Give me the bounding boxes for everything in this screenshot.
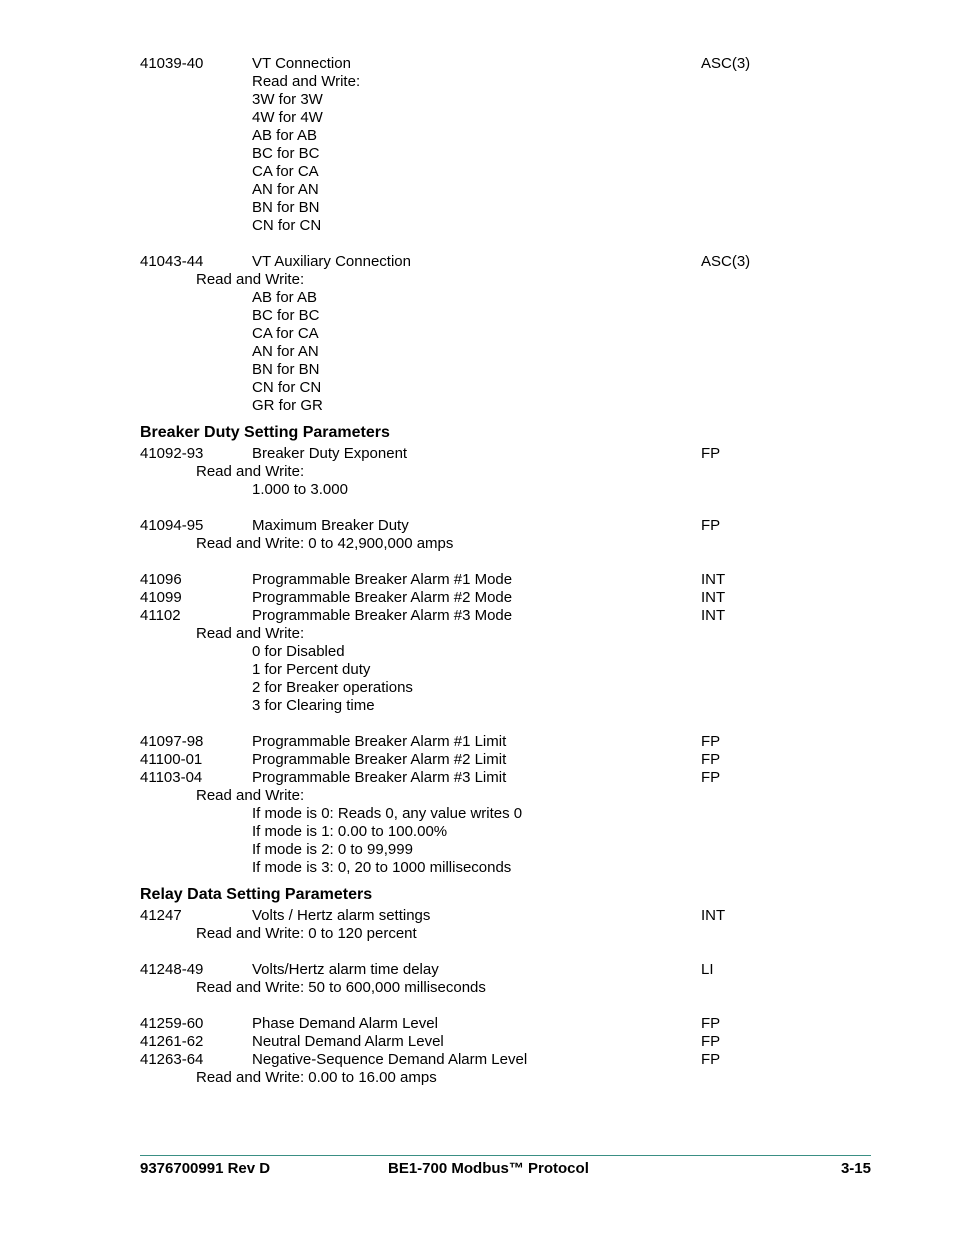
register-description: BC for BC [252, 307, 320, 324]
register-group [0, 445, 954, 499]
register-description: AB for AB [252, 289, 318, 306]
register-line [0, 787, 954, 805]
register-description: VT Connection [252, 55, 351, 72]
register-description: Volts / Hertz alarm settings [252, 907, 431, 924]
register-line [0, 769, 954, 787]
page-number: 3-15 [840, 1160, 871, 1177]
register-description: If mode is 2: 0 to 99,999 [252, 841, 413, 858]
data-type: ASC(3) [701, 55, 751, 72]
register-description: 3 for Clearing time [252, 697, 375, 714]
register-description: 2 for Breaker operations [252, 679, 413, 696]
spacer [0, 997, 954, 1015]
spacer [0, 943, 954, 961]
register-description: VT Auxiliary Connection [252, 253, 411, 270]
register-line [0, 109, 954, 127]
register-address: 41039-40 [140, 55, 204, 72]
register-line [0, 589, 954, 607]
data-type: FP [701, 769, 721, 786]
register-line [0, 805, 954, 823]
footer-rule [140, 1155, 871, 1156]
register-address: 41099 [140, 589, 182, 606]
access-note: Read and Write: 0.00 to 16.00 amps [196, 1069, 437, 1086]
register-description: Phase Demand Alarm Level [252, 1015, 438, 1032]
document-number: 9376700991 Rev D [140, 1160, 271, 1177]
data-type: INT [701, 907, 726, 924]
access-note: Read and Write: [196, 463, 305, 480]
register-line [0, 55, 954, 73]
register-line [0, 325, 954, 343]
register-description: BN for BN [252, 361, 320, 378]
spacer [0, 499, 954, 517]
register-address: 41248-49 [140, 961, 204, 978]
register-description: If mode is 1: 0.00 to 100.00% [252, 823, 448, 840]
register-line [0, 379, 954, 397]
register-line [0, 181, 954, 199]
register-address: 41103-04 [140, 769, 203, 786]
register-line [0, 751, 954, 769]
register-line [0, 907, 954, 925]
register-line [0, 199, 954, 217]
register-group [0, 961, 954, 997]
data-type: ASC(3) [701, 253, 751, 270]
register-description: CA for CA [252, 163, 319, 180]
register-address: 41043-44 [140, 253, 204, 270]
register-line [0, 127, 954, 145]
register-description: AB for AB [252, 127, 318, 144]
register-description: If mode is 3: 0, 20 to 1000 milliseconds [252, 859, 512, 876]
data-type: FP [701, 733, 721, 750]
register-description: Breaker Duty Exponent [252, 445, 408, 462]
register-description: GR for GR [252, 397, 323, 414]
data-type: FP [701, 517, 721, 534]
register-group [0, 1015, 954, 1087]
register-description: 1 for Percent duty [252, 661, 371, 678]
register-line [0, 979, 954, 997]
spacer [0, 715, 954, 733]
register-line [0, 361, 954, 379]
data-type: FP [701, 1015, 721, 1032]
register-description: Neutral Demand Alarm Level [252, 1033, 444, 1050]
register-description: Programmable Breaker Alarm #2 Limit [252, 751, 507, 768]
register-line [0, 445, 954, 463]
register-line [0, 1015, 954, 1033]
register-description: Programmable Breaker Alarm #1 Limit [252, 733, 507, 750]
register-line [0, 733, 954, 751]
register-line [0, 1033, 954, 1051]
spacer [0, 235, 954, 253]
register-address: 41259-60 [140, 1015, 204, 1032]
register-description: 0 for Disabled [252, 643, 345, 660]
register-description: 4W for 4W [252, 109, 323, 126]
register-line [0, 343, 954, 361]
register-group [0, 253, 954, 415]
section-heading: Relay Data Setting Parameters [140, 886, 373, 903]
register-address: 41094-95 [140, 517, 204, 534]
register-group [0, 907, 954, 943]
register-description: CN for CN [252, 217, 322, 234]
register-group [0, 517, 954, 553]
register-line [0, 697, 954, 715]
access-note: Read and Write: [196, 787, 305, 804]
register-address: 41096 [140, 571, 182, 588]
data-type: INT [701, 589, 726, 606]
data-type: INT [701, 571, 726, 588]
register-description: BC for BC [252, 145, 320, 162]
section-heading: Breaker Duty Setting Parameters [140, 424, 390, 441]
register-address: 41247 [140, 907, 182, 924]
register-line [0, 271, 954, 289]
register-line [0, 73, 954, 91]
spacer [0, 553, 954, 571]
register-line [0, 307, 954, 325]
register-group [0, 55, 954, 235]
register-line [0, 661, 954, 679]
register-description: Maximum Breaker Duty [252, 517, 409, 534]
data-type: FP [701, 1033, 721, 1050]
data-type: LI [701, 961, 714, 978]
register-line [0, 607, 954, 625]
register-description: BN for BN [252, 199, 320, 216]
register-description: 3W for 3W [252, 91, 323, 108]
register-description: CA for CA [252, 325, 319, 342]
access-note: Read and Write: 50 to 600,000 milliseconds [196, 979, 486, 996]
register-line [0, 823, 954, 841]
register-description: Programmable Breaker Alarm #2 Mode [252, 589, 513, 606]
register-description: Read and Write: [252, 73, 361, 90]
register-description: Programmable Breaker Alarm #3 Mode [252, 607, 513, 624]
data-type: FP [701, 1051, 721, 1068]
register-address: 41100-01 [140, 751, 203, 768]
register-group [0, 571, 954, 715]
register-address: 41261-62 [140, 1033, 204, 1050]
data-type: INT [701, 607, 726, 624]
register-line [0, 163, 954, 181]
access-note: Read and Write: 0 to 42,900,000 amps [196, 535, 454, 552]
register-description: AN for AN [252, 181, 319, 198]
register-line [0, 625, 954, 643]
register-description: Programmable Breaker Alarm #3 Limit [252, 769, 507, 786]
data-type: FP [701, 445, 721, 462]
register-description: Negative-Sequence Demand Alarm Level [252, 1051, 528, 1068]
register-line [0, 961, 954, 979]
register-line [0, 397, 954, 415]
register-line [0, 145, 954, 163]
register-line [0, 841, 954, 859]
register-description: CN for CN [252, 379, 322, 396]
access-note: Read and Write: [196, 271, 305, 288]
register-address: 41097-98 [140, 733, 204, 750]
access-note: Read and Write: [196, 625, 305, 642]
register-line [0, 925, 954, 943]
page-footer [140, 1160, 871, 1178]
data-type: FP [701, 751, 721, 768]
document-title: BE1-700 Modbus™ Protocol [388, 1160, 589, 1177]
register-line [0, 253, 954, 271]
register-line [0, 1051, 954, 1069]
register-line [0, 1069, 954, 1087]
register-description: If mode is 0: Reads 0, any value writes 0 [252, 805, 523, 822]
register-line [0, 481, 954, 499]
register-line [0, 463, 954, 481]
register-line [0, 679, 954, 697]
register-line [0, 859, 954, 877]
access-note: Read and Write: 0 to 120 percent [196, 925, 417, 942]
register-description: 1.000 to 3.000 [252, 481, 348, 498]
register-line [0, 517, 954, 535]
register-line [0, 571, 954, 589]
register-line [0, 643, 954, 661]
register-group [0, 733, 954, 877]
register-listing [0, 55, 954, 1087]
register-address: 41102 [140, 607, 181, 624]
register-address: 41263-64 [140, 1051, 204, 1068]
register-description: Volts/Hertz alarm time delay [252, 961, 439, 978]
register-line [0, 535, 954, 553]
register-line [0, 217, 954, 235]
register-description: Programmable Breaker Alarm #1 Mode [252, 571, 513, 588]
register-line [0, 289, 954, 307]
register-address: 41092-93 [140, 445, 204, 462]
register-description: AN for AN [252, 343, 319, 360]
register-line [0, 91, 954, 109]
